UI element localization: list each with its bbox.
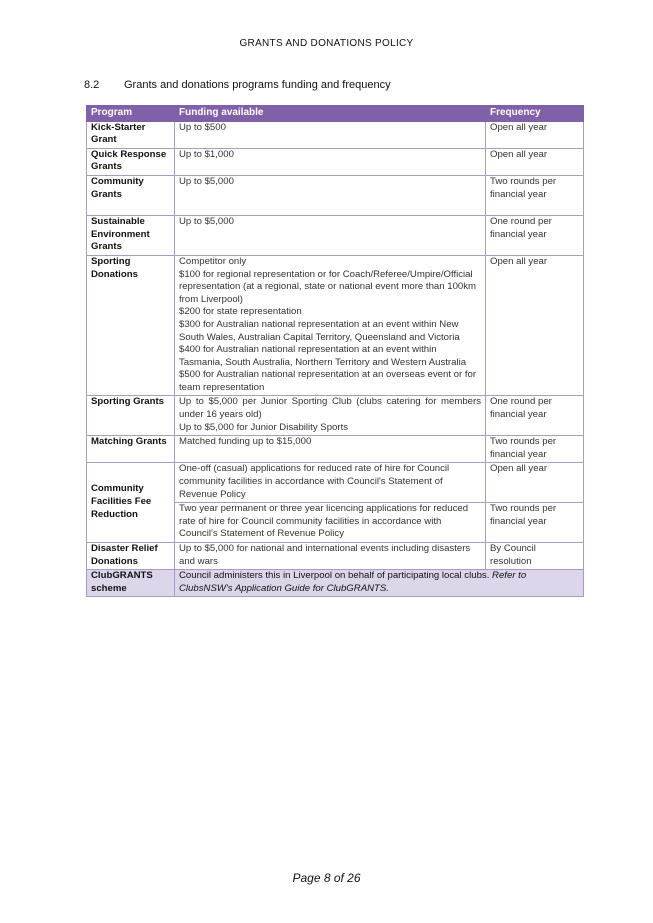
table-row — [87, 255, 584, 396]
funding-line: Matched funding up to $15,000 — [179, 436, 312, 448]
funding-cell — [175, 175, 486, 215]
clubgrants-text-cell — [175, 570, 584, 597]
funding-cell: One-off (casual) applications for reduced rate of hire for Council community facilities in accordance with Council's Statement of Revenue Policy — [175, 463, 486, 503]
table-row — [87, 543, 584, 570]
section-title: Grants and donations programs funding and frequency — [124, 79, 391, 91]
funding-line: Up to $5,000 per Junior Sporting Club (clubs catering for members under 16 years old) — [179, 396, 481, 421]
frequency-cell: Open all year — [486, 463, 584, 503]
funding-line: Up to $5,000 for Junior Disability Sports — [179, 421, 349, 433]
column-header-funding: Funding available — [175, 106, 486, 122]
frequency-cell: One round per financial year — [486, 396, 584, 436]
funding-line: $200 for state representation — [179, 306, 302, 318]
frequency-cell: Two rounds per financial year — [486, 503, 584, 543]
table-row — [87, 463, 584, 503]
table-row — [87, 570, 584, 597]
column-header-frequency: Frequency — [486, 106, 584, 122]
funding-cell — [175, 216, 486, 256]
funding-line: $300 for Australian national representation at an event within New South Wales, Australian Capital Territory, Queensland and Victoria — [179, 318, 460, 343]
grants-table — [86, 105, 584, 597]
section-number: 8.2 — [84, 79, 100, 91]
column-header-program: Program — [87, 106, 175, 122]
funding-line: $500 for Australian national representation at an overseas event or for team representation — [179, 369, 477, 393]
table-row — [87, 175, 584, 215]
funding-line: Up to $5,000 — [179, 175, 234, 187]
funding-cell — [175, 121, 486, 148]
program-cell: Sporting Grants — [87, 396, 175, 436]
program-cell: Kick-Starter Grant — [87, 121, 175, 148]
program-cell: Disaster Relief Donations — [87, 543, 175, 570]
funding-cell: Up to $5,000 for national and international events including disasters and wars — [175, 543, 486, 570]
funding-line: $400 for Australian national representation at an event within Tasmania, South Australia, Northern Territory and Western Australia — [179, 344, 467, 368]
clubgrants-text: Council administers this in Liverpool on behalf of participating local clubs. — [179, 570, 490, 582]
document-header: GRANTS AND DONATIONS POLICY — [239, 38, 414, 49]
program-cell: ClubGRANTS scheme — [87, 570, 175, 597]
frequency-cell: Open all year — [486, 255, 584, 396]
program-cell: Community Grants — [87, 175, 175, 215]
frequency-cell: Open all year — [486, 121, 584, 148]
section-heading — [84, 79, 391, 91]
clubgrants-reference: Refer to ClubsNSW's Application Guide for ClubGRANTS. — [179, 570, 527, 594]
program-cell: Sustainable Environment Grants — [87, 216, 175, 256]
funding-line: Up to $1,000 — [179, 148, 234, 160]
funding-line: Competitor only — [179, 255, 247, 267]
table-row — [87, 216, 584, 256]
program-cell: Community Facilities Fee Reduction — [87, 463, 175, 543]
table-row — [87, 396, 584, 436]
table-row — [87, 436, 584, 463]
program-cell: Quick Response Grants — [87, 148, 175, 175]
funding-cell — [175, 255, 486, 396]
program-cell: Sporting Donations — [87, 255, 175, 396]
funding-cell — [175, 436, 486, 463]
funding-cell — [175, 148, 486, 175]
table-row — [87, 121, 584, 148]
funding-cell: Two year permanent or three year licencing applications for reduced rate of hire for Council community facilities in accordance with Council's Statement of Revenue Policy — [175, 503, 486, 543]
funding-cell — [175, 396, 486, 436]
table-row — [87, 148, 584, 175]
frequency-cell: Two rounds per financial year — [486, 436, 584, 463]
funding-line: Up to $5,000 — [179, 216, 234, 228]
page-number: Page 8 of 26 — [292, 871, 361, 885]
frequency-cell: Two rounds per financial year — [486, 175, 584, 215]
frequency-cell: Open all year — [486, 148, 584, 175]
frequency-cell: By Council resolution — [486, 543, 584, 570]
funding-line: $100 for regional representation or for Coach/Referee/Umpire/Official representation (at a regional, state or national event more than 100km from Liverpool) — [179, 268, 477, 305]
frequency-cell: One round per financial year — [486, 216, 584, 256]
table-header-row — [87, 106, 584, 122]
funding-line: Up to $500 — [179, 121, 226, 133]
program-cell: Matching Grants — [87, 436, 175, 463]
